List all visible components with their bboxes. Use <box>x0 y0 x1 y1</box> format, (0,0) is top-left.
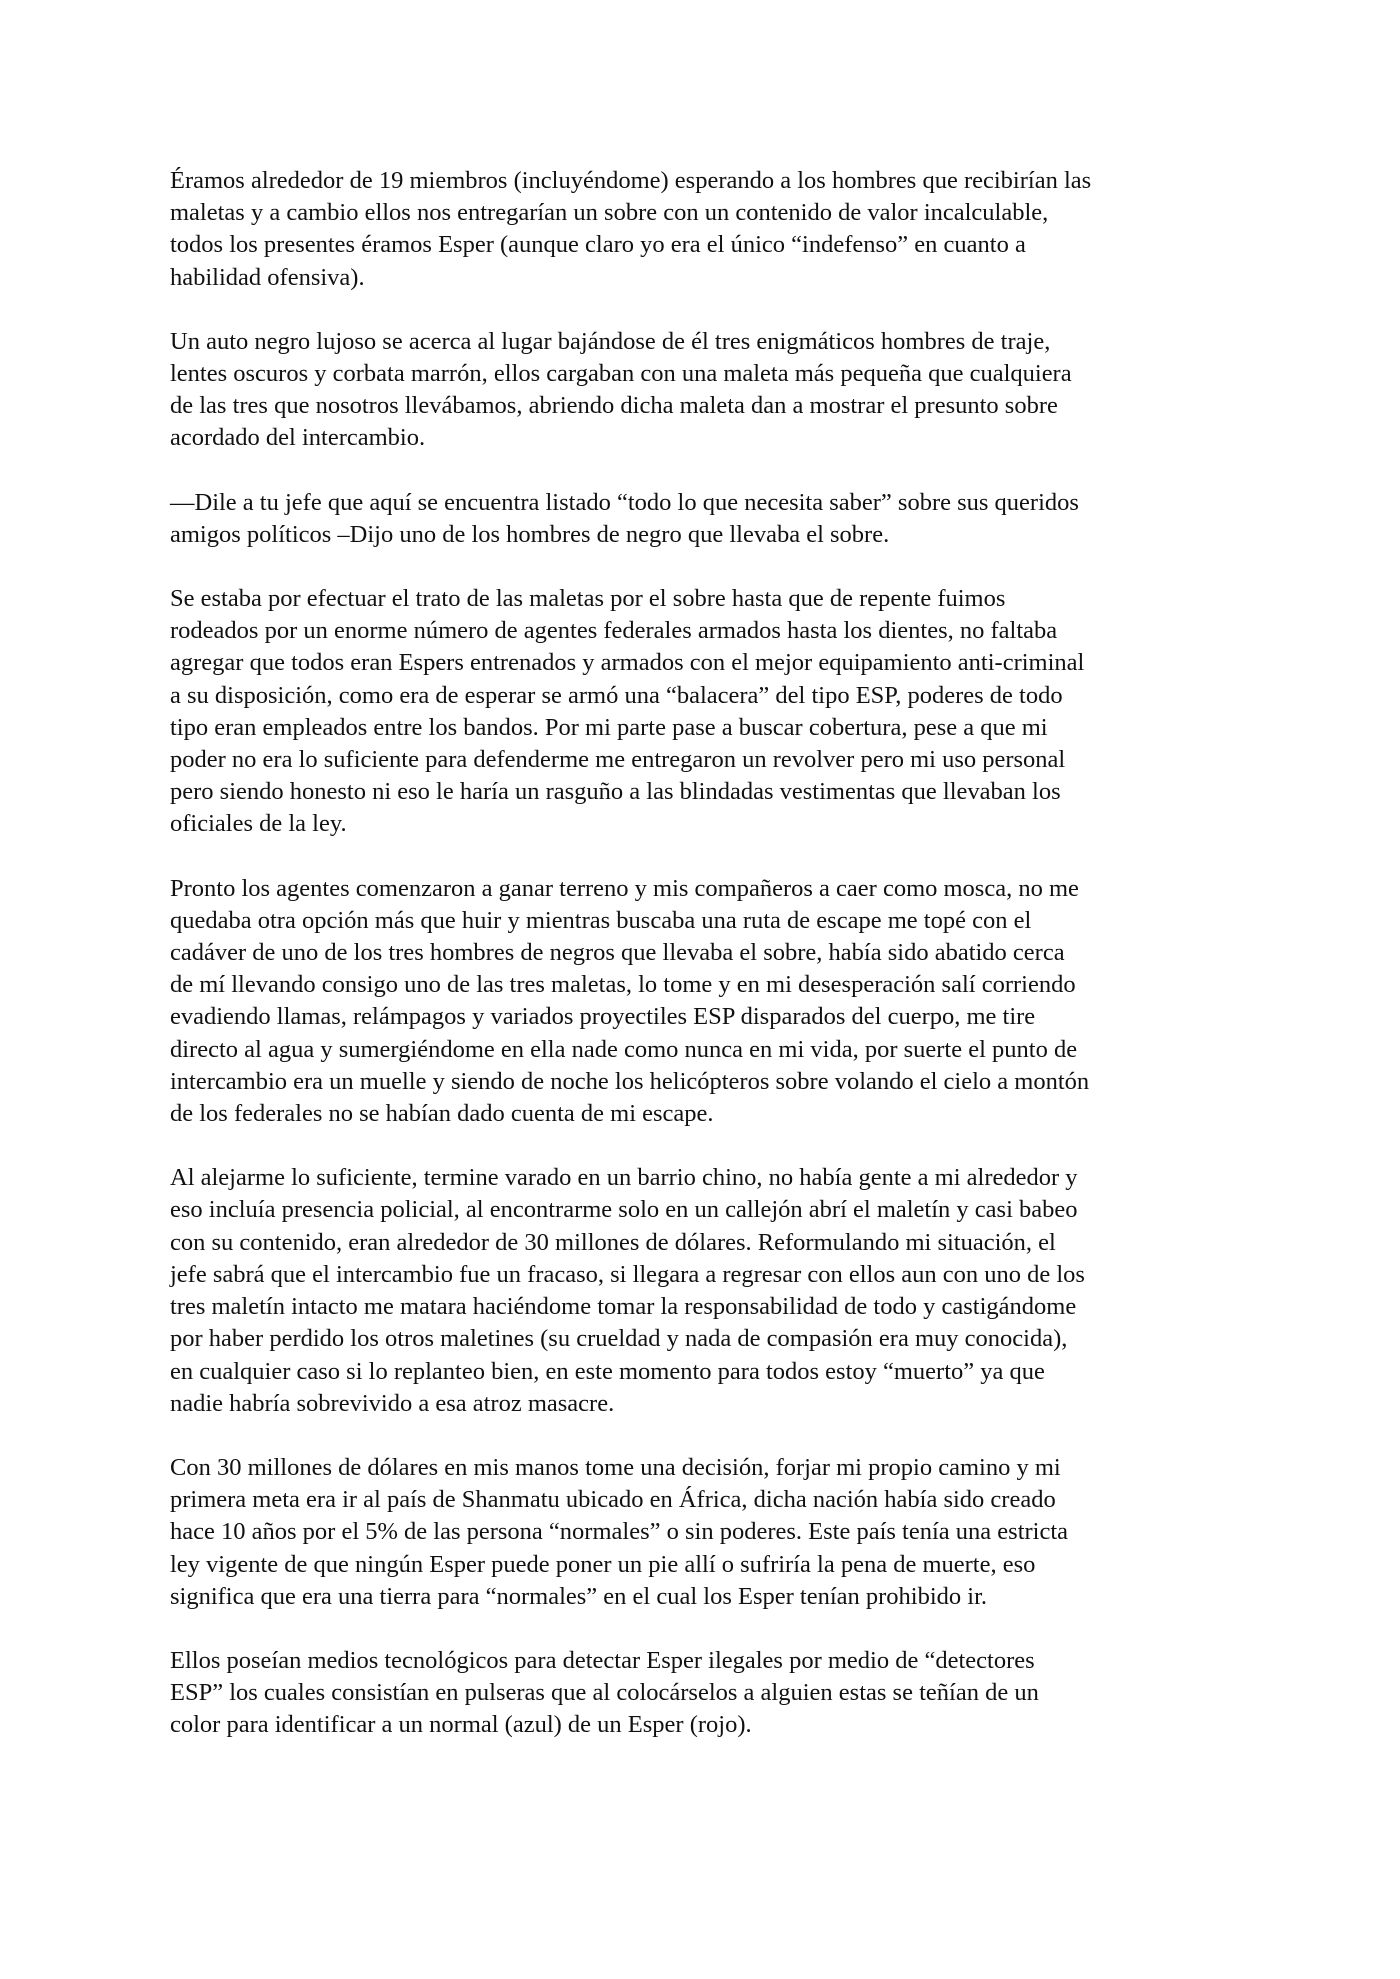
text-line: directo al agua y sumergiéndome en ella nade como nunca en mi vida, por suerte el punto de <box>170 1035 1078 1063</box>
text-line: todos los presentes éramos Esper (aunque claro yo era el único “indefenso” en cuanto a <box>170 231 1026 259</box>
paragraph <box>170 165 1235 294</box>
text-line: con su contenido, eran alrededor de 30 millones de dólares. Reformulando mi situación, el <box>170 1228 1056 1256</box>
text-line: —Dile a tu jefe que aquí se encuentra listado “todo lo que necesita saber” sobre sus queridos <box>170 488 1079 516</box>
text-line: lentes oscuros y corbata marrón, ellos cargaban con una maleta más pequeña que cualquiera <box>170 360 1072 388</box>
text-line: oficiales de la ley. <box>170 810 347 838</box>
text-line: hace 10 años por el 5% de las persona “normales” o sin poderes. Este país tenía una estricta <box>170 1518 1069 1546</box>
text-line: en cualquier caso si lo replanteo bien, en este momento para todos estoy “muerto” ya que <box>170 1357 1045 1385</box>
text-line: quedaba otra opción más que huir y mientras buscaba una ruta de escape me topé con el <box>170 906 1032 934</box>
text-line: Pronto los agentes comenzaron a ganar terreno y mis compañeros a caer como mosca, no me <box>170 874 1079 902</box>
text-line: cadáver de uno de los tres hombres de negros que llevaba el sobre, había sido abatido cerca <box>170 939 1065 967</box>
text-line: Ellos poseían medios tecnológicos para detectar Esper ilegales por medio de “detectores <box>170 1646 1035 1674</box>
text-line: ley vigente de que ningún Esper puede poner un pie allí o sufriría la pena de muerte, eso <box>170 1550 1036 1578</box>
paragraph <box>170 1452 1235 1613</box>
text-line: Con 30 millones de dólares en mis manos tome una decisión, forjar mi propio camino y mi <box>170 1453 1061 1481</box>
paragraph <box>170 873 1235 1131</box>
text-line: evadiendo llamas, relámpagos y variados proyectiles ESP disparados del cuerpo, me tire <box>170 1003 1036 1031</box>
paragraph <box>170 1645 1235 1742</box>
text-line: rodeados por un enorme número de agentes federales armados hasta los dientes, no faltaba <box>170 617 1058 645</box>
text-line: primera meta era ir al país de Shanmatu ubicado en África, dicha nación había sido creado <box>170 1486 1056 1514</box>
text-line: eso incluía presencia policial, al encontrarme solo en un callejón abrí el maletín y casi babeo <box>170 1196 1078 1224</box>
text-line: Éramos alrededor de 19 miembros (incluyéndome) esperando a los hombres que recibirían las <box>170 167 1092 194</box>
text-line: jefe sabrá que el intercambio fue un fracaso, si llegara a regresar con ellos aun con uno de los <box>170 1260 1085 1288</box>
text-line: agregar que todos eran Espers entrenados y armados con el mejor equipamiento anti-criminal <box>170 649 1085 677</box>
text-line: amigos políticos –Dijo uno de los hombres de negro que llevaba el sobre. <box>170 520 890 548</box>
paragraph <box>170 487 1235 551</box>
text-line: tres maletín intacto me matara haciéndome tomar la responsabilidad de todo y castigándome <box>170 1293 1077 1321</box>
text-line: ESP” los cuales consistían en pulseras que al colocárselos a alguien estas se teñían de un <box>170 1679 1039 1707</box>
text-line: de mí llevando consigo uno de las tres maletas, lo tome y en mi desesperación salí corriendo <box>170 971 1076 999</box>
text-line: maletas y a cambio ellos nos entregarían un sobre con un contenido de valor incalculable, <box>170 199 1049 227</box>
text-line: color para identificar a un normal (azul) de un Esper (rojo). <box>170 1711 752 1739</box>
paragraph <box>170 1162 1235 1420</box>
text-line: Un auto negro lujoso se acerca al lugar bajándose de él tres enigmáticos hombres de traje, <box>170 327 1051 355</box>
paragraph <box>170 326 1235 455</box>
text-line: pero siendo honesto ni eso le haría un rasguño a las blindadas vestimentas que llevaban los <box>170 778 1061 806</box>
text-line: Se estaba por efectuar el trato de las maletas por el sobre hasta que de repente fuimos <box>170 585 1006 613</box>
text-line: habilidad ofensiva). <box>170 263 365 291</box>
text-line: de las tres que nosotros llevábamos, abriendo dicha maleta dan a mostrar el presunto sobre <box>170 392 1058 420</box>
text-line: tipo eran empleados entre los bandos. Por mi parte pase a buscar cobertura, pese a que mi <box>170 713 1048 741</box>
text-line: significa que era una tierra para “normales” en el cual los Esper tenían prohibido ir. <box>170 1582 988 1610</box>
paragraph <box>170 583 1235 841</box>
text-line: de los federales no se habían dado cuenta de mi escape. <box>170 1100 714 1128</box>
text-line: poder no era lo suficiente para defenderme me entregaron un revolver pero mi uso personal <box>170 746 1066 774</box>
text-line: por haber perdido los otros maletines (su crueldad y nada de compasión era muy conocida), <box>170 1325 1068 1353</box>
text-line: a su disposición, como era de esperar se armó una “balacera” del tipo ESP, poderes de todo <box>170 681 1063 709</box>
text-line: acordado del intercambio. <box>170 424 426 452</box>
text-line: intercambio era un muelle y siendo de noche los helicópteros sobre volando el cielo a montón <box>170 1067 1090 1095</box>
document-body <box>170 165 1235 1742</box>
text-line: nadie habría sobrevivido a esa atroz masacre. <box>170 1389 615 1417</box>
text-line: Al alejarme lo suficiente, termine varado en un barrio chino, no había gente a mi alrededor y <box>170 1164 1078 1192</box>
